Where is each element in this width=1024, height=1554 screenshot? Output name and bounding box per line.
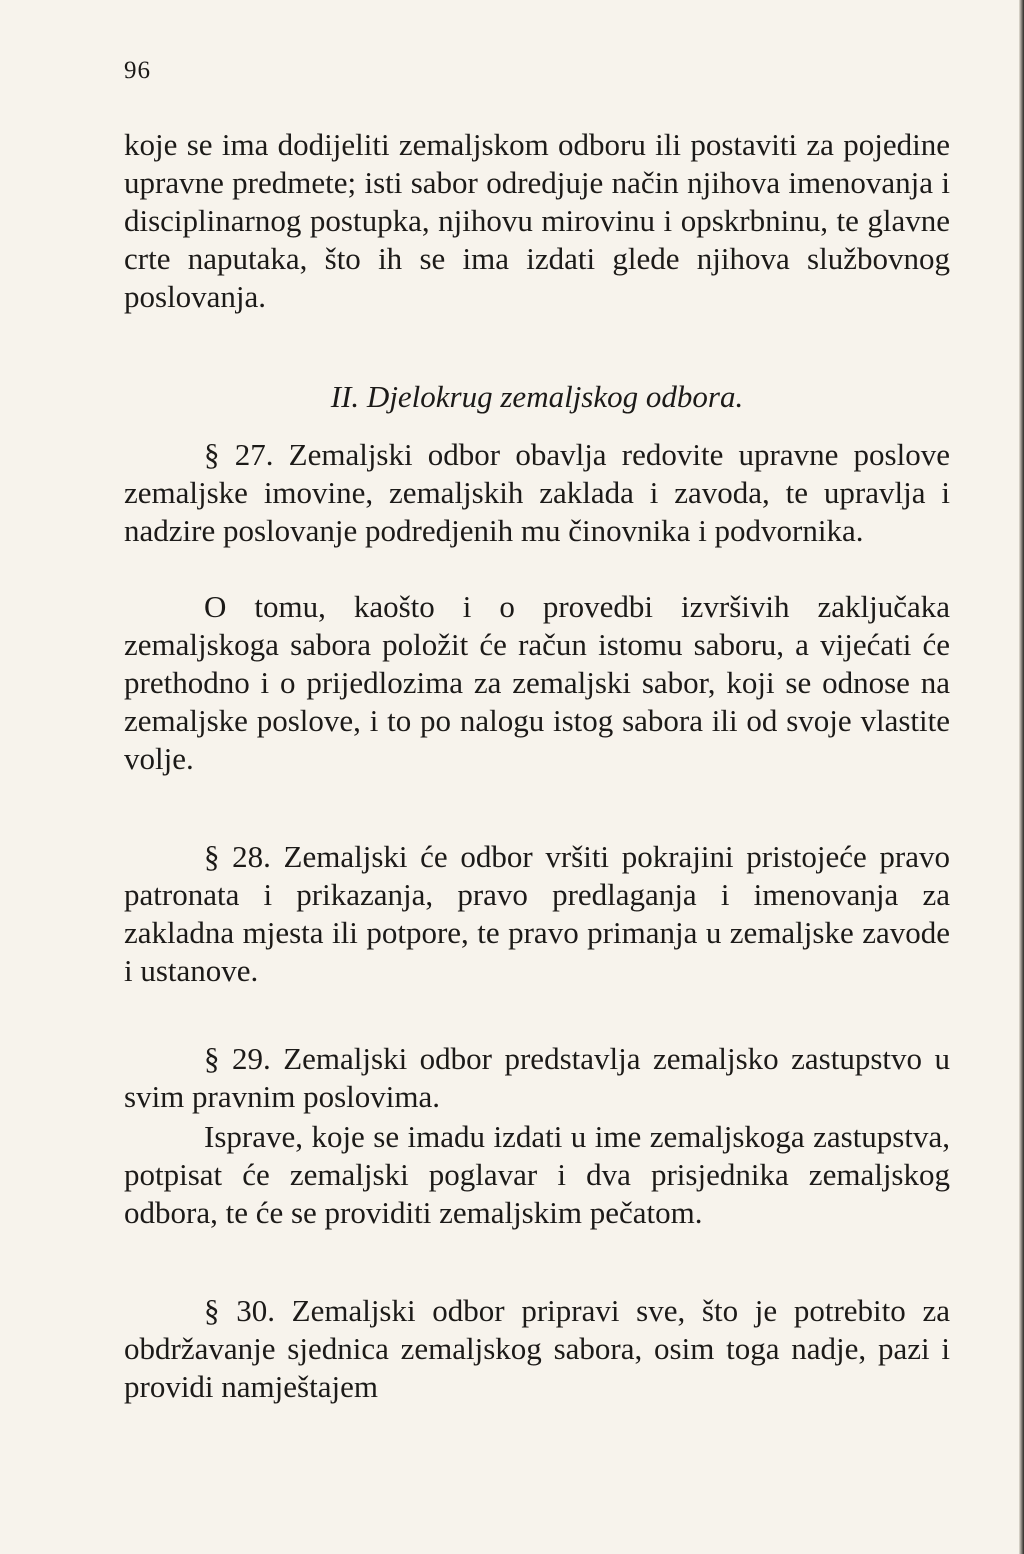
section-heading: II. Djelokrug zemaljskog odbora. — [330, 379, 744, 414]
paragraph-text: § 28. Zemaljski će odbor vršiti pokrajini pristojeće pravo patronata i prikazanja, pravo predlaganja i imenovanja za zakladna mjesta ili potpore, te pravo primanja u zemaljske zavode i ustanove. — [124, 839, 950, 988]
paragraph-27b — [124, 588, 950, 778]
paragraph-30 — [124, 1292, 950, 1406]
paragraph-text: Isprave, koje se imadu izdati u ime zemaljskoga zastupstva, potpisat će zemaljski poglavar i dva prisjednika zemaljskog odbora, te će se providiti zemaljskim pečatom. — [124, 1119, 950, 1230]
paragraph-text: koje se ima dodijeliti zemaljskom odboru ili postaviti za pojedine upravne predmete; isti sabor odredjuje način njihova imenovanja i disciplinarnog postupka, njihovu mirovinu i opskrbninu, te glavne crte naputaka, što ih se ima izdati glede njihova službovnog poslovanja. — [124, 127, 950, 314]
paragraph-29b — [124, 1118, 950, 1232]
paragraph-text: § 29. Zemaljski odbor predstavlja zemaljsko zastupstvo u svim pravnim poslovima. — [124, 1041, 950, 1114]
paragraph-intro — [124, 126, 950, 316]
paragraph-text: § 27. Zemaljski odbor obavlja redovite upravne poslove zemaljske imovine, zemaljskih zaklada i zavoda, te upravlja i nadzire poslovanje podredjenih mu činovnika i podvornika. — [124, 437, 950, 548]
paragraph-text: O tomu, kaošto i o provedbi izvršivih zaključaka zemaljskoga sabora položit će račun istomu saboru, a vijećati će prethodno i o prijedlozima za zemaljski sabor, koji se odnose na zemaljske poslove, i to po nalogu istog sabora ili od svoje vlastite volje. — [124, 589, 950, 776]
paragraph-27a — [124, 436, 950, 550]
page-edge-shadow — [1019, 0, 1024, 1554]
paragraph-28 — [124, 838, 950, 990]
paragraph-29a — [124, 1040, 950, 1116]
paragraph-text: § 30. Zemaljski odbor pripravi sve, što je potrebito za obdržavanje sjednica zemaljskog sabora, osim toga nadje, pazi i providi namještajem — [124, 1293, 950, 1404]
page-number: 96 — [124, 57, 151, 84]
